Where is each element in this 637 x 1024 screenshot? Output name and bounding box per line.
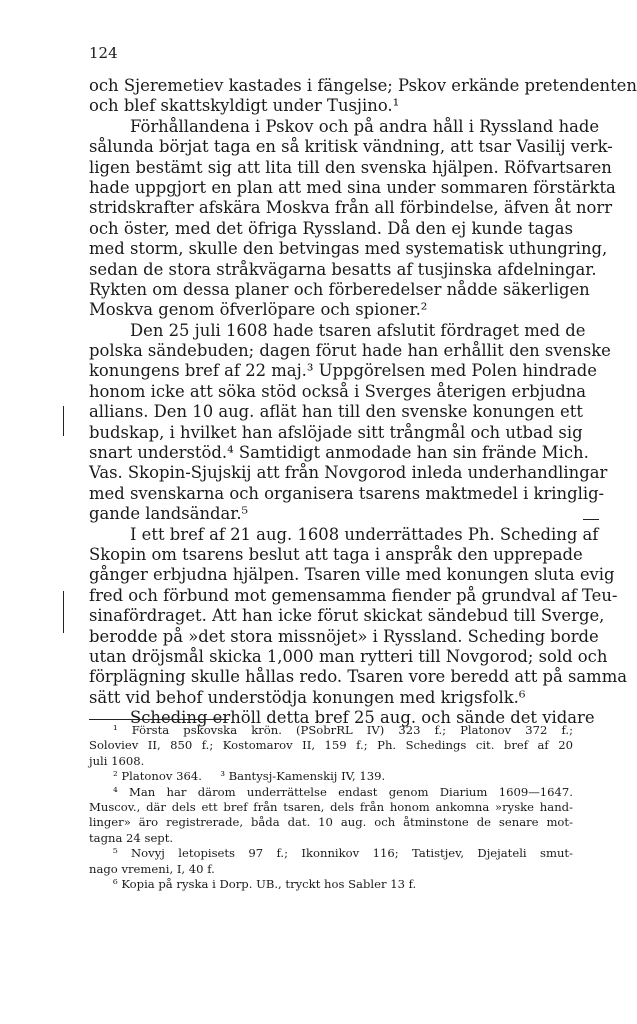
- footnotes: [89, 723, 573, 892]
- text-line: förplägning skulle hållas redo. Tsaren vore beredd att på samma: [89, 667, 628, 687]
- footnote-line: linger» äro registrerade, båda dat. 10 aug. och åtminstone de senare mot-: [89, 815, 573, 830]
- text-line: och Sjeremetiev kastades i fängelse; Pskov erkände pretendenten: [89, 76, 637, 95]
- paragraph-start: I ett bref af 21 aug. 1608 underrättades Ph. Scheding af: [130, 524, 599, 544]
- text-line: stridskrafter afskära Moskva från all förbindelse, äfven åt norr: [89, 198, 613, 218]
- paragraph-start: Den 25 juli 1608 hade tsaren afslutit fördraget med de: [130, 320, 586, 340]
- text-line: ligen bestämt sig att lita till den svenska hjälpen. Röfvartsaren: [89, 157, 612, 177]
- text-line: med svenskarna och organisera tsarens maktmedel i kringlig-: [89, 483, 605, 503]
- footnote-line: nago vremeni, I, 40 f.: [89, 861, 215, 876]
- text-line: sinafördraget. Att han icke förut skickat sändebud till Sverge,: [89, 606, 605, 626]
- text-line: konungens bref af 22 maj.³ Uppgörelsen med Polen hindrade: [89, 361, 597, 381]
- text-line: gånger erbjudna hjälpen. Tsaren ville med konungen sluta evig: [89, 565, 615, 585]
- text-line: hade uppgjort en plan att med sina under sommaren förstärkta: [89, 177, 616, 197]
- footnote-rule: [89, 719, 229, 720]
- footnote-2-3: ² Platonov 364. ³ Bantysj-Kamenskij IV, 139.: [113, 769, 386, 784]
- text-line: honom icke att söka stöd också i Sverges återigen erbjudna: [89, 381, 587, 401]
- footnote-4: ⁴ Man har därom underrättelse endast genom Diarium 1609—1647.: [113, 784, 573, 799]
- footnote-5: ⁵ Novyj letopisets 97 f.; Ikonnikov 116; Tatistjev, Djejateli smut-: [113, 846, 573, 861]
- margin-mark: [63, 406, 64, 436]
- text-line: Vas. Skopin-Sjujskij att från Novgorod inleda underhandlingar: [89, 463, 608, 483]
- text-line: sedan de stora stråkvägarna besatts af tusjinska afdelningar.: [89, 259, 597, 279]
- margin-mark: [63, 591, 64, 633]
- footnote-line: Soloviev II, 850 f.; Kostomarov II, 159 f.; Ph. Schedings cit. bref af 20: [89, 738, 573, 753]
- body-text: [89, 76, 637, 729]
- margin-dash: [583, 519, 599, 520]
- paragraph-start: Scheding erhöll detta bref 25 aug. och sände det vidare: [130, 708, 595, 728]
- text-line: Rykten om dessa planer och förberedelser nådde säkerligen: [89, 279, 590, 299]
- footnote-line: juli 1608.: [89, 753, 145, 768]
- text-line: och blef skattskyldigt under Tusjino.¹: [89, 96, 400, 116]
- text-line: med storm, skulle den betvingas med systematisk uthungring,: [89, 239, 608, 259]
- footnote-line: tagna 24 sept.: [89, 830, 174, 845]
- text-line: budskap, i hvilket han afslöjade sitt trångmål och utbad sig: [89, 422, 583, 442]
- page-number: 124: [89, 44, 118, 62]
- text-line: gande landsändar.⁵: [89, 504, 249, 524]
- text-line: allians. Den 10 aug. aflät han till den svenske konungen ett: [89, 402, 583, 422]
- text-line: Moskva genom öfverlöpare och spioner.²: [89, 300, 428, 320]
- text-line: snart understöd.⁴ Samtidigt anmodade han sin frände Mich.: [89, 443, 589, 463]
- text-line: och öster, med det öfriga Ryssland. Då den ej kunde tagas: [89, 218, 573, 238]
- text-line: polska sändebuden; dagen förut hade han erhållit den svenske: [89, 341, 611, 361]
- text-line: berodde på »det stora missnöjet» i Ryssland. Scheding borde: [89, 626, 599, 646]
- text-line: Skopin om tsarens beslut att taga i anspråk den upprepade: [89, 544, 583, 564]
- text-line: sålunda börjat taga en så kritisk vändning, att tsar Vasilij verk-: [89, 137, 613, 157]
- footnote-1: ¹ Första pskovska krön. (PSobrRL IV) 323 f.; Platonov 372 f.;: [113, 723, 573, 737]
- text-line: utan dröjsmål skicka 1,000 man rytteri till Novgorod; sold och: [89, 646, 608, 666]
- footnote-line: Muscov., där dels ett bref från tsaren, dels från honom ankomna »ryske hand-: [89, 799, 573, 814]
- footnote-6: ⁶ Kopia på ryska i Dorp. UB., tryckt hos Sabler 13 f.: [113, 876, 417, 891]
- paragraph-start: Förhållandena i Pskov och på andra håll i Ryssland hade: [130, 116, 600, 136]
- text-line: fred och förbund mot gemensamma fiender på grundval af Teu-: [89, 585, 618, 605]
- text-line: sätt vid behof understödja konungen med krigsfolk.⁶: [89, 687, 526, 707]
